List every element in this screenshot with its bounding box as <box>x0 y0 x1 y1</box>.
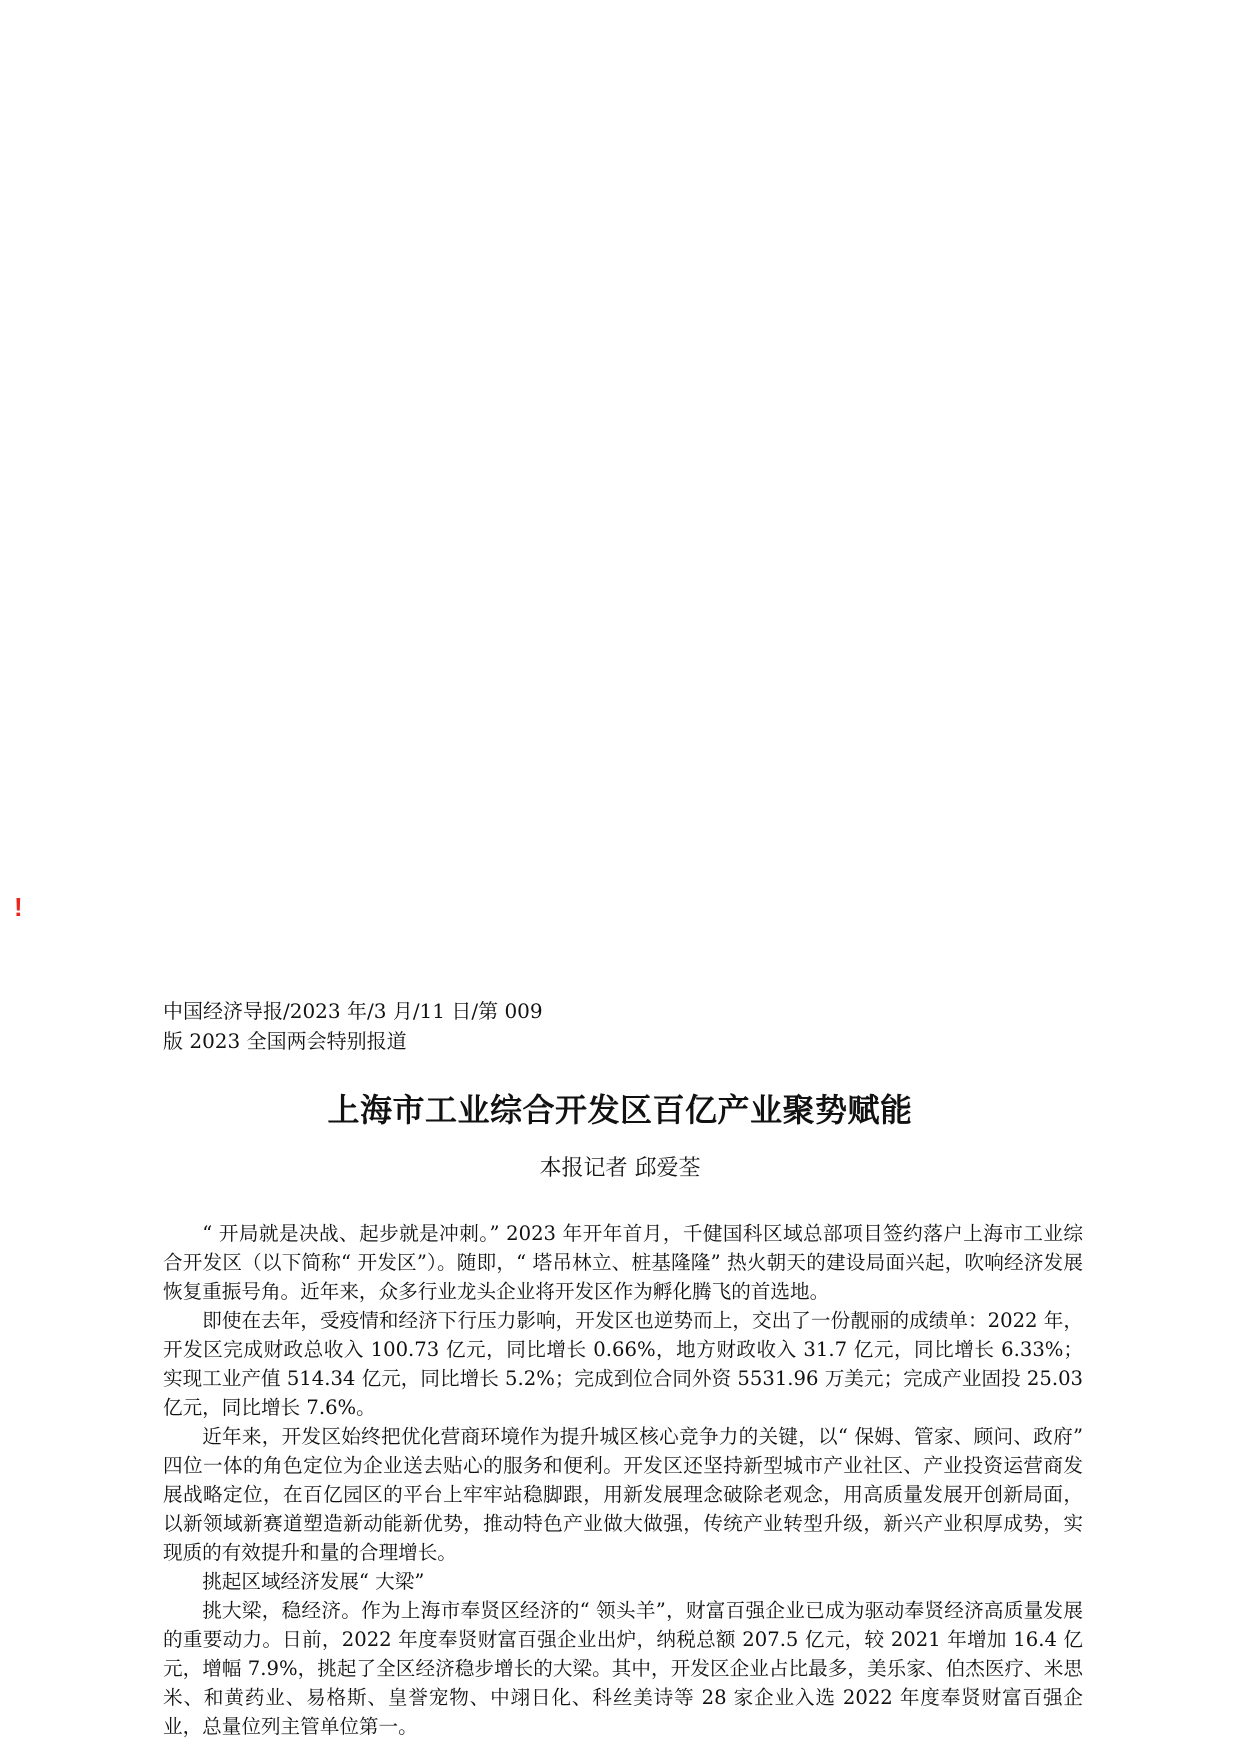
article-body <box>163 1219 1083 1741</box>
paragraph: 近年来，开发区始终把优化营商环境作为提升城区核心竞争力的关键，以“ 保姆、管家、顾问、政府” 四位一体的角色定位为企业送去贴心的服务和便利。开发区还坚持新型城市产业社区、产业投资运营商发展战略定位，在百亿园区的平台上牢牢站稳脚跟，用新发展理念破除老观念，用高质量发展开创新局面，以新领域新赛道塑造新动能新优势，推动特色产业做大做强，传统产业转型升级，新兴产业积厚成势，实现质的有效提升和量的合理增长。 <box>163 1425 1083 1564</box>
source-line-1: 中国经济导报/2023 年/3 月/11 日/第 009 <box>163 999 543 1023</box>
paragraph: “ 开局就是决战、起步就是冲刺。” 2023 年开年首月，千健国科区域总部项目签约落户上海市工业综合开发区（以下简称“ 开发区”）。随即，“ 塔吊林立、桩基隆隆” 热火朝天的建设局面兴起，吹响经济发展恢复重振号角。近年来，众多行业龙头企业将开发区作为孵化腾飞的首选地。 <box>163 1222 1083 1303</box>
section-subheading: 挑起区域经济发展“ 大梁” <box>202 1570 425 1593</box>
article-title: 上海市工业综合开发区百亿产业聚势赋能 <box>327 1091 913 1129</box>
article-byline: 本报记者 邱爱荃 <box>539 1156 701 1181</box>
source-citation <box>163 996 583 1056</box>
paragraph: 即使在去年，受疫情和经济下行压力影响，开发区也逆势而上，交出了一份靓丽的成绩单：2022 年，开发区完成财政总收入 100.73 亿元，同比增长 0.66%，地方财政收入 31.7 亿元，同比增长 6.33%；实现工业产值 514.34 亿元，同比增长 5.2%；完成到位合同外资 5531.96 万美元；完成产业固投 25.03 亿元，同比增长 7.6%。 <box>163 1309 1083 1419</box>
paragraph: 挑大梁，稳经济。作为上海市奉贤区经济的“ 领头羊”，财富百强企业已成为驱动奉贤经济高质量发展的重要动力。日前，2022 年度奉贤财富百强企业出炉，纳税总额 207.5 亿元，较 2021 年增加 16.4 亿元，增幅 7.9%，挑起了全区经济稳步增长的大梁。其中，开发区企业占比最多，美乐家、伯杰医疗、米思米、和黄药业、易格斯、皇誉宠物、中翊日化、科丝美诗等 28 家企业入选 2022 年度奉贤财富百强企业，总量位列主管单位第一。 <box>163 1599 1083 1738</box>
margin-mark: ! <box>14 892 23 922</box>
source-line-2: 版 2023 全国两会特别报道 <box>163 1029 407 1053</box>
